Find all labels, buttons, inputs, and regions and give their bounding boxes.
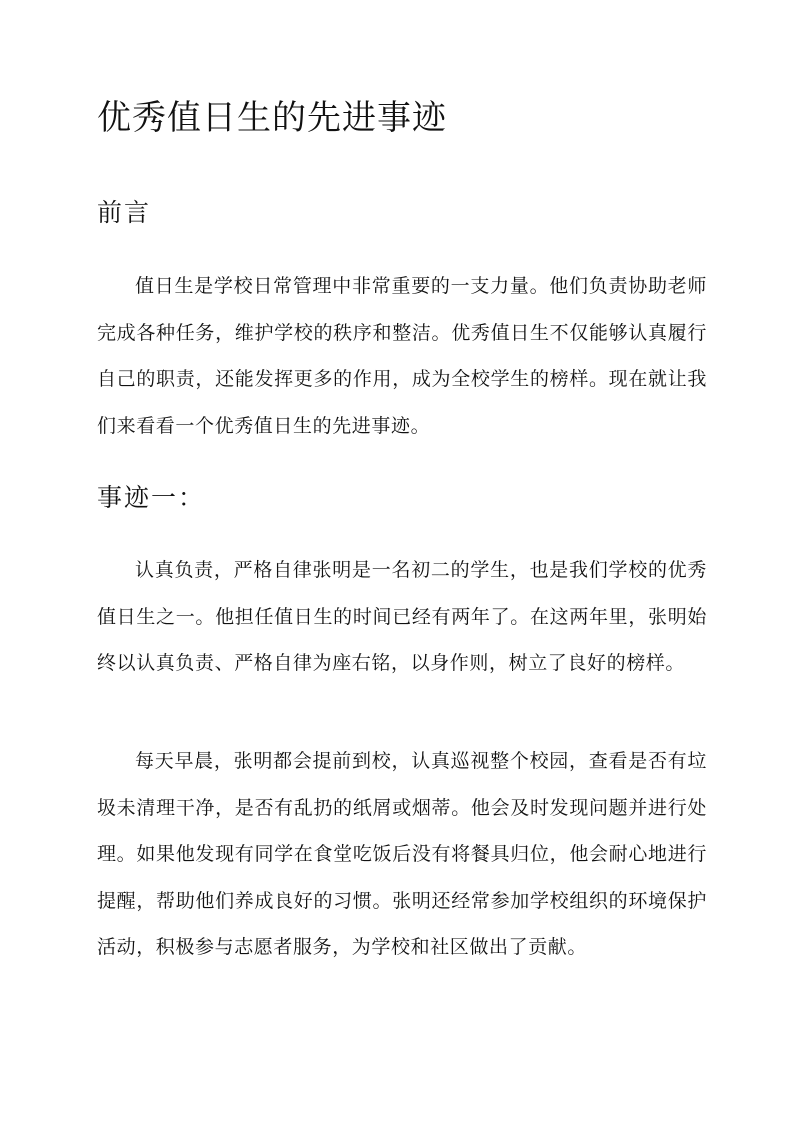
section-heading-preface: 前言 bbox=[97, 198, 152, 227]
preface-paragraph: 值日生是学校日常管理中非常重要的一支力量。他们负责协助老师完成各种任务，维护学校的秩序和整洁。优秀值日生不仅能够认真履行自己的职责，还能发挥更多的作用，成为全校学生的榜样。现在就让我们来看看一个优秀值日生的先进事迹。 bbox=[97, 275, 707, 437]
deed-one-paragraph-2: 每天早晨，张明都会提前到校，认真巡视整个校园，查看是否有垃圾未清理干净，是否有乱扔的纸屑或烟蒂。他会及时发现问题并进行处理。如果他发现有同学在食堂吃饭后没有将餐具归位，他会耐心地进行提醒，帮助他们养成良好的习惯。张明还经常参加学校组织的环境保护活动，积极参与志愿者服务，为学校和社区做出了贡献。 bbox=[97, 750, 707, 958]
document-title: 优秀值日生的先进事迹 bbox=[97, 98, 447, 138]
section-heading-deed-one: 事迹一： bbox=[97, 483, 206, 512]
deed-one-paragraph-1: 认真负责，严格自律张明是一名初二的学生，也是我们学校的优秀值日生之一。他担任值日生的时间已经有两年了。在这两年里，张明始终以认真负责、严格自律为座右铭，以身作则，树立了良好的榜样。 bbox=[97, 559, 707, 674]
